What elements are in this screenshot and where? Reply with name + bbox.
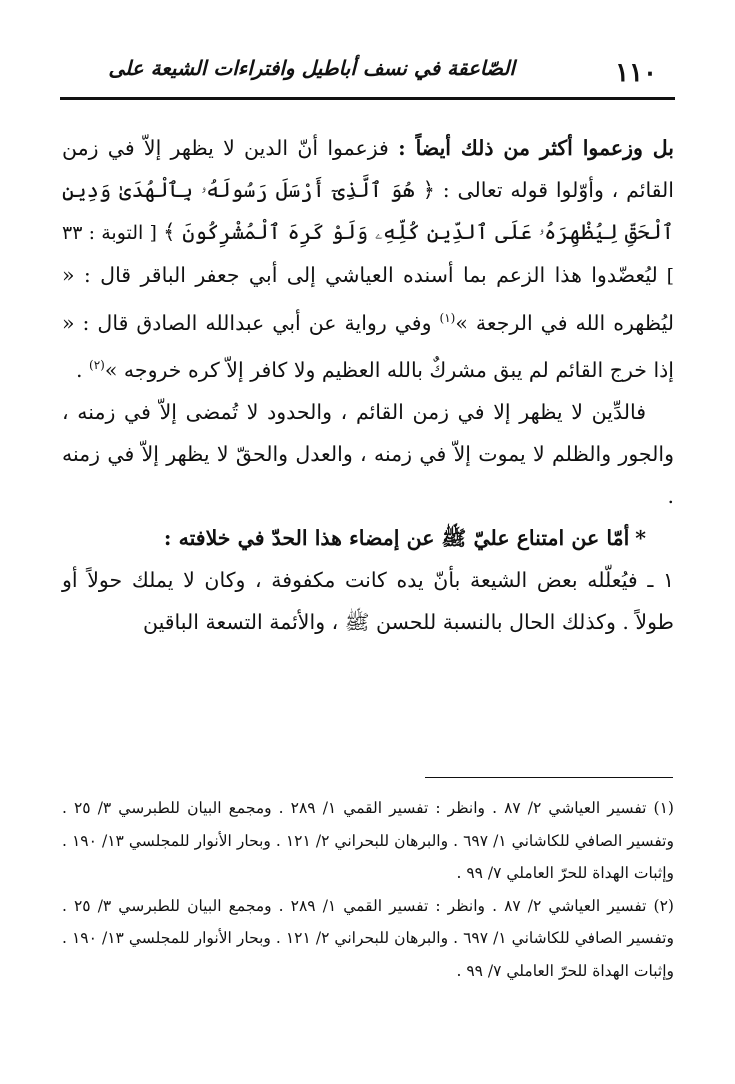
- paragraph-1-rest-a: ليُعضّدوا هذا الزعم بما أسنده العياشي إلى أبي جعفر الباقر قال : « ليُظهره الله في الرجعة »: [62, 263, 674, 335]
- running-title: الصّاعقة في نسف أباطيل وافتراءات الشيعة على: [108, 56, 515, 80]
- verse-reference: [ التوبة : ٣٣ ]: [62, 222, 674, 287]
- paragraph-3: ١ ـ فيُعلّله بعض الشيعة بأنّ يده كانت مكفوفة ، وكان لا يملك حولاً أو طولاً . وكذلك الحال بالنسبة للحسن ﷺ ، والأئمة التسعة الباقين: [62, 567, 674, 634]
- section-heading: [62, 517, 674, 559]
- footnote-2: (٢) تفسير العياشي ٢/ ٨٧ . وانظر : تفسير القمي ١/ ٢٨٩ . ومجمع البيان للطبرسي ٣/ ٢٥ . وتفسير الصافي للكاشاني ١/ ٦٩٧ . والبرهان للبحراني ٢/ ١٢١ . وبحار الأنوار للمجلسي ١٣/ ١٩٠ . وإثبات الهداة للحرّ العاملي ٧/ ٩٩ .: [62, 896, 674, 980]
- footnote-ref-2: (٢): [89, 357, 105, 372]
- footnotes: [62, 792, 674, 987]
- footnote-1: (١) تفسير العياشي ٢/ ٨٧ . وانظر : تفسير القمي ١/ ٢٨٩ . ومجمع البيان للطبرسي ٣/ ٢٥ . وتفسير الصافي للكاشاني ١/ ٦٩٧ . والبرهان للبحراني ٢/ ١٢١ . وبحار الأنوار للمجلسي ١٣/ ١٩٠ . وإثبات الهداة للحرّ العاملي ٧/ ٩٩ .: [62, 799, 674, 882]
- paragraph-2: فالدِّين لا يظهر إلا في زمن القائم ، والحدود لا تُمضى إلاّ في زمنه ، والجور والظلم لا يموت إلاّ في زمنه ، والعدل والحقّ لا يظهر إلاّ في زمنه .: [62, 399, 674, 508]
- paragraph-1-rest-b: وفي رواية عن أبي عبدالله الصادق قال : « إذا خرج القائم لم يبق مشركٌ بالله العظيم ولا كافر إلاّ كره خروجه »: [62, 310, 674, 382]
- paragraph-1-lead: بل وزعموا أكثر من ذلك أيضاً :: [398, 136, 675, 160]
- section-heading-text: أمّا عن امتناع عليّ ﷺ عن إمضاء هذا الحدّ في خلافته :: [163, 525, 630, 550]
- main-text: [62, 127, 674, 643]
- page-header: [60, 52, 675, 94]
- header-rule: [60, 97, 675, 100]
- footnote-separator: [425, 777, 673, 778]
- quran-verse: ﴿ هُوَ ٱلَّذِىٓ أَرْسَلَ رَسُولَهُۥ بِٱلْهُدَىٰ وَدِينِ ٱلْحَقِّ لِيُظْهِرَهُۥ عَلَى ٱلدِّينِ كُلِّهِۦ وَلَوْ كَرِهَ ٱلْمُشْرِكُونَ ﴾: [62, 178, 674, 244]
- star-marker: *: [635, 525, 646, 550]
- paragraph-1: [62, 127, 674, 391]
- paragraph-1-end: .: [75, 357, 90, 382]
- paragraph-1-text: فزعموا أنّ الدين لا يظهر إلاّ في زمن القائم ، وأوّلوا قوله تعالى :: [62, 136, 674, 202]
- page-number: ١١٠: [615, 58, 657, 88]
- footnote-ref-1: (١): [439, 311, 456, 325]
